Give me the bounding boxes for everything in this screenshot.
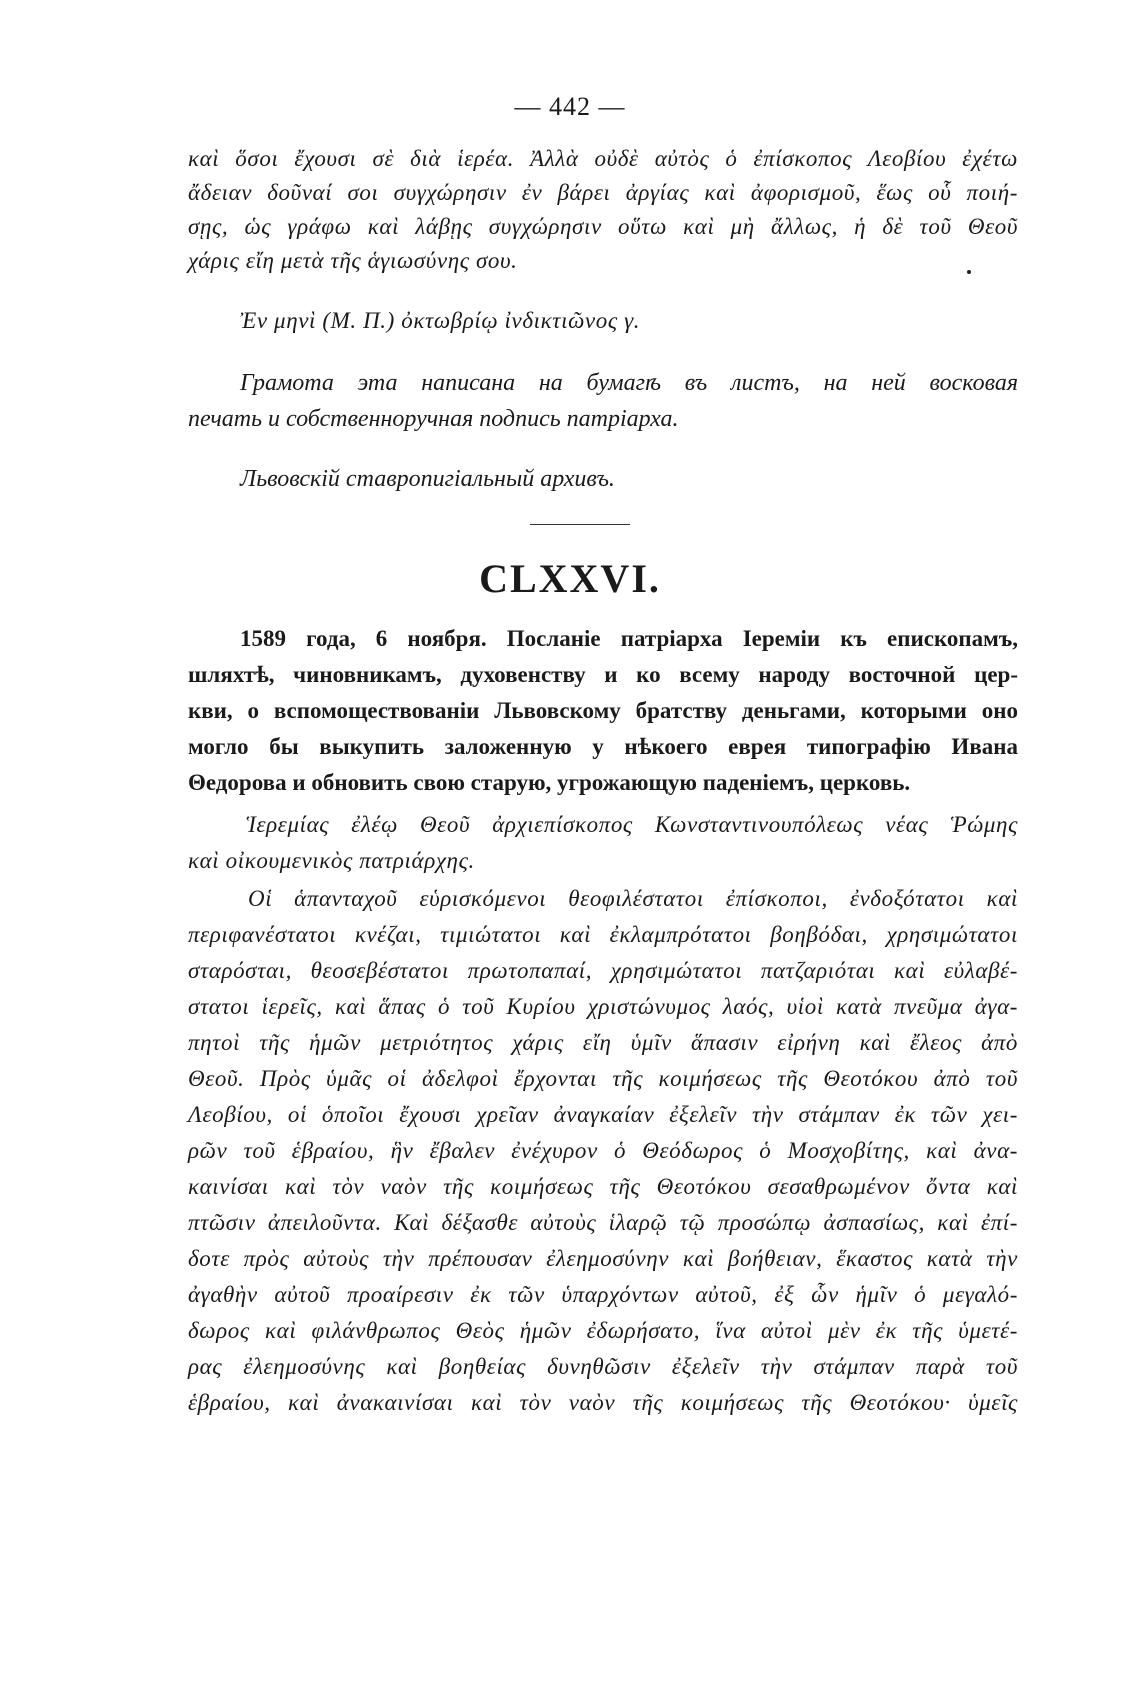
note-line: Грамота эта написана на бумагѣ въ листъ, на ней восковая	[240, 370, 1018, 396]
summary-line: 1589 года, 6 ноября. Посланіе патріарха Іереміи къ епископамъ,	[240, 626, 1018, 651]
summary-line: шляхтѣ, чиновникамъ, духовенству и ко всему народу восточной цер-	[188, 662, 1018, 687]
summary-line: могло бы выкупить заложенную у нѣкоего еврея типографію Ивана	[188, 734, 1018, 759]
document-number: CLXXVI.	[479, 556, 661, 601]
summary-line: Θедорова и обновить свою старую, угрожающую паденіемъ, церковь.	[188, 770, 911, 795]
body-line: καινίσαι καὶ τὸν ναὸν τῆς κοιμήσεως τῆς Θεοτόκου σεσαθρωμένον ὄντα καὶ	[188, 1174, 1018, 1199]
body-line: Θεοῦ. Πρὸς ὑμᾶς οἱ ἀδελφοὶ ἔρχονται τῆς κοιμήσεως τῆς Θεοτόκου ἀπὸ τοῦ	[188, 1066, 1018, 1091]
body-line: Οἱ ἁπανταχοῦ εὑρισκόμενοι θεοφιλέστατοι ἐπίσκοποι, ἐνδοξότατοι καὶ	[248, 886, 1018, 911]
body-line: περιφανέστατοι κνέζαι, τιμιώτατοι καὶ ἐκλαμπρότατοι βοηβόδαι, χρησιμώτατοι	[188, 922, 1018, 947]
body-line: ἀγαθὴν αὐτοῦ προαίρεσιν ἐκ τῶν ὑπαρχόντων αὐτοῦ, ἐξ ὧν ἡμῖν ὁ μεγαλό-	[188, 1282, 1018, 1307]
body-line: σταρόσται, θεοσεβέστατοι πρωτοπαπαί, χρησιμώτατοι πατζαριόται καὶ εὐλαβέ-	[188, 958, 1018, 983]
page-number: — 442 —	[514, 92, 626, 121]
body-line: πτῶσιν ἀπειλοῦντα. Καὶ δέξασθε αὐτοὺς ἱλαρῷ τῷ προσώπῳ ἀσπασίως, καὶ ἐπί-	[188, 1210, 1018, 1235]
text-line: ἄδειαν δοῦναί σοι συγχώρησιν ἐν βάρει ἀργίας καὶ ἀφορισμοῦ, ἕως οὗ ποιή-	[188, 180, 1018, 205]
salutation-line: Ἱερεμίας ἐλέῳ Θεοῦ ἀρχιεπίσκοπος Κωνσταντινουπόλεως νέας Ῥώμης	[246, 812, 1018, 837]
body-line: ἑβραίου, καὶ ἀνακαινίσαι καὶ τὸν ναὸν τῆς κοιμήσεως τῆς Θεοτόκου· ὑμεῖς	[188, 1390, 1018, 1415]
body-line: ρῶν τοῦ ἑβραίου, ἣν ἔβαλεν ἐνέχυρον ὁ Θεόδωρος ὁ Μοσχοβίτης, καὶ ἀνα-	[188, 1138, 1018, 1163]
body-line: δωρος καὶ φιλάνθρωπος Θεὸς ἡμῶν ἐδωρήσατο, ἵνα αὐτοὶ μὲν ἐκ τῆς ὑμετέ-	[188, 1318, 1018, 1343]
body-line: στατοι ἱερεῖς, καὶ ἅπας ὁ τοῦ Κυρίου χριστώνυμος λαός, υἱοὶ κατὰ πνεῦμα ἀγα-	[188, 994, 1018, 1019]
body-line: δοτε πρὸς αὐτοὺς τὴν πρέπουσαν ἐλεημοσύνην καὶ βοήθειαν, ἕκαστος κατὰ τὴν	[188, 1246, 1018, 1271]
date-line: Ἐν μηνὶ (Μ. Π.) ὀκτωβρίῳ ἰνδικτιῶνος γ.	[240, 308, 641, 333]
body-line: ρας ἐλεημοσύνης καὶ βοηθείας δυνηθῶσιν ἐξελεῖν τὴν στάμπαν παρὰ τοῦ	[188, 1354, 1018, 1379]
note-line: печать и собственноручная подпись патріарха.	[188, 406, 679, 432]
text-line: σῃς, ὡς γράφω καὶ λάβῃς συγχώρησιν οὕτω καὶ μὴ ἄλλως, ἡ δὲ τοῦ Θεοῦ	[188, 214, 1018, 239]
summary-line: кви, о вспомоществованіи Львовскому братству деньгами, которыми оно	[188, 698, 1018, 723]
text-line: χάρις εἴη μετὰ τῆς ἁγιωσύνης σου.	[188, 248, 518, 273]
archive-source: Львовскій ставропигіальный архивъ.	[240, 466, 615, 492]
body-line: πητοὶ τῆς ἡμῶν μετριότητος χάρις εἴη ὑμῖν ἅπασιν εἰρήνη καὶ ἔλεος ἀπὸ	[188, 1030, 1018, 1055]
body-line: Λεοβίου, οἱ ὁποῖοι ἔχουσι χρεῖαν ἀναγκαίαν ἐξελεῖν τὴν στάμπαν ἐκ τῶν χει-	[188, 1102, 1018, 1127]
ink-dot	[967, 270, 971, 274]
separator-rule	[530, 524, 630, 525]
text-line: καὶ ὅσοι ἔχουσι σὲ διὰ ἱερέα. Ἀλλὰ οὐδὲ αὐτὸς ὁ ἐπίσκοπος Λεοβίου ἐχέτω	[188, 146, 1018, 171]
salutation-line: καὶ οἰκουμενικὸς πατριάρχης.	[188, 848, 475, 873]
